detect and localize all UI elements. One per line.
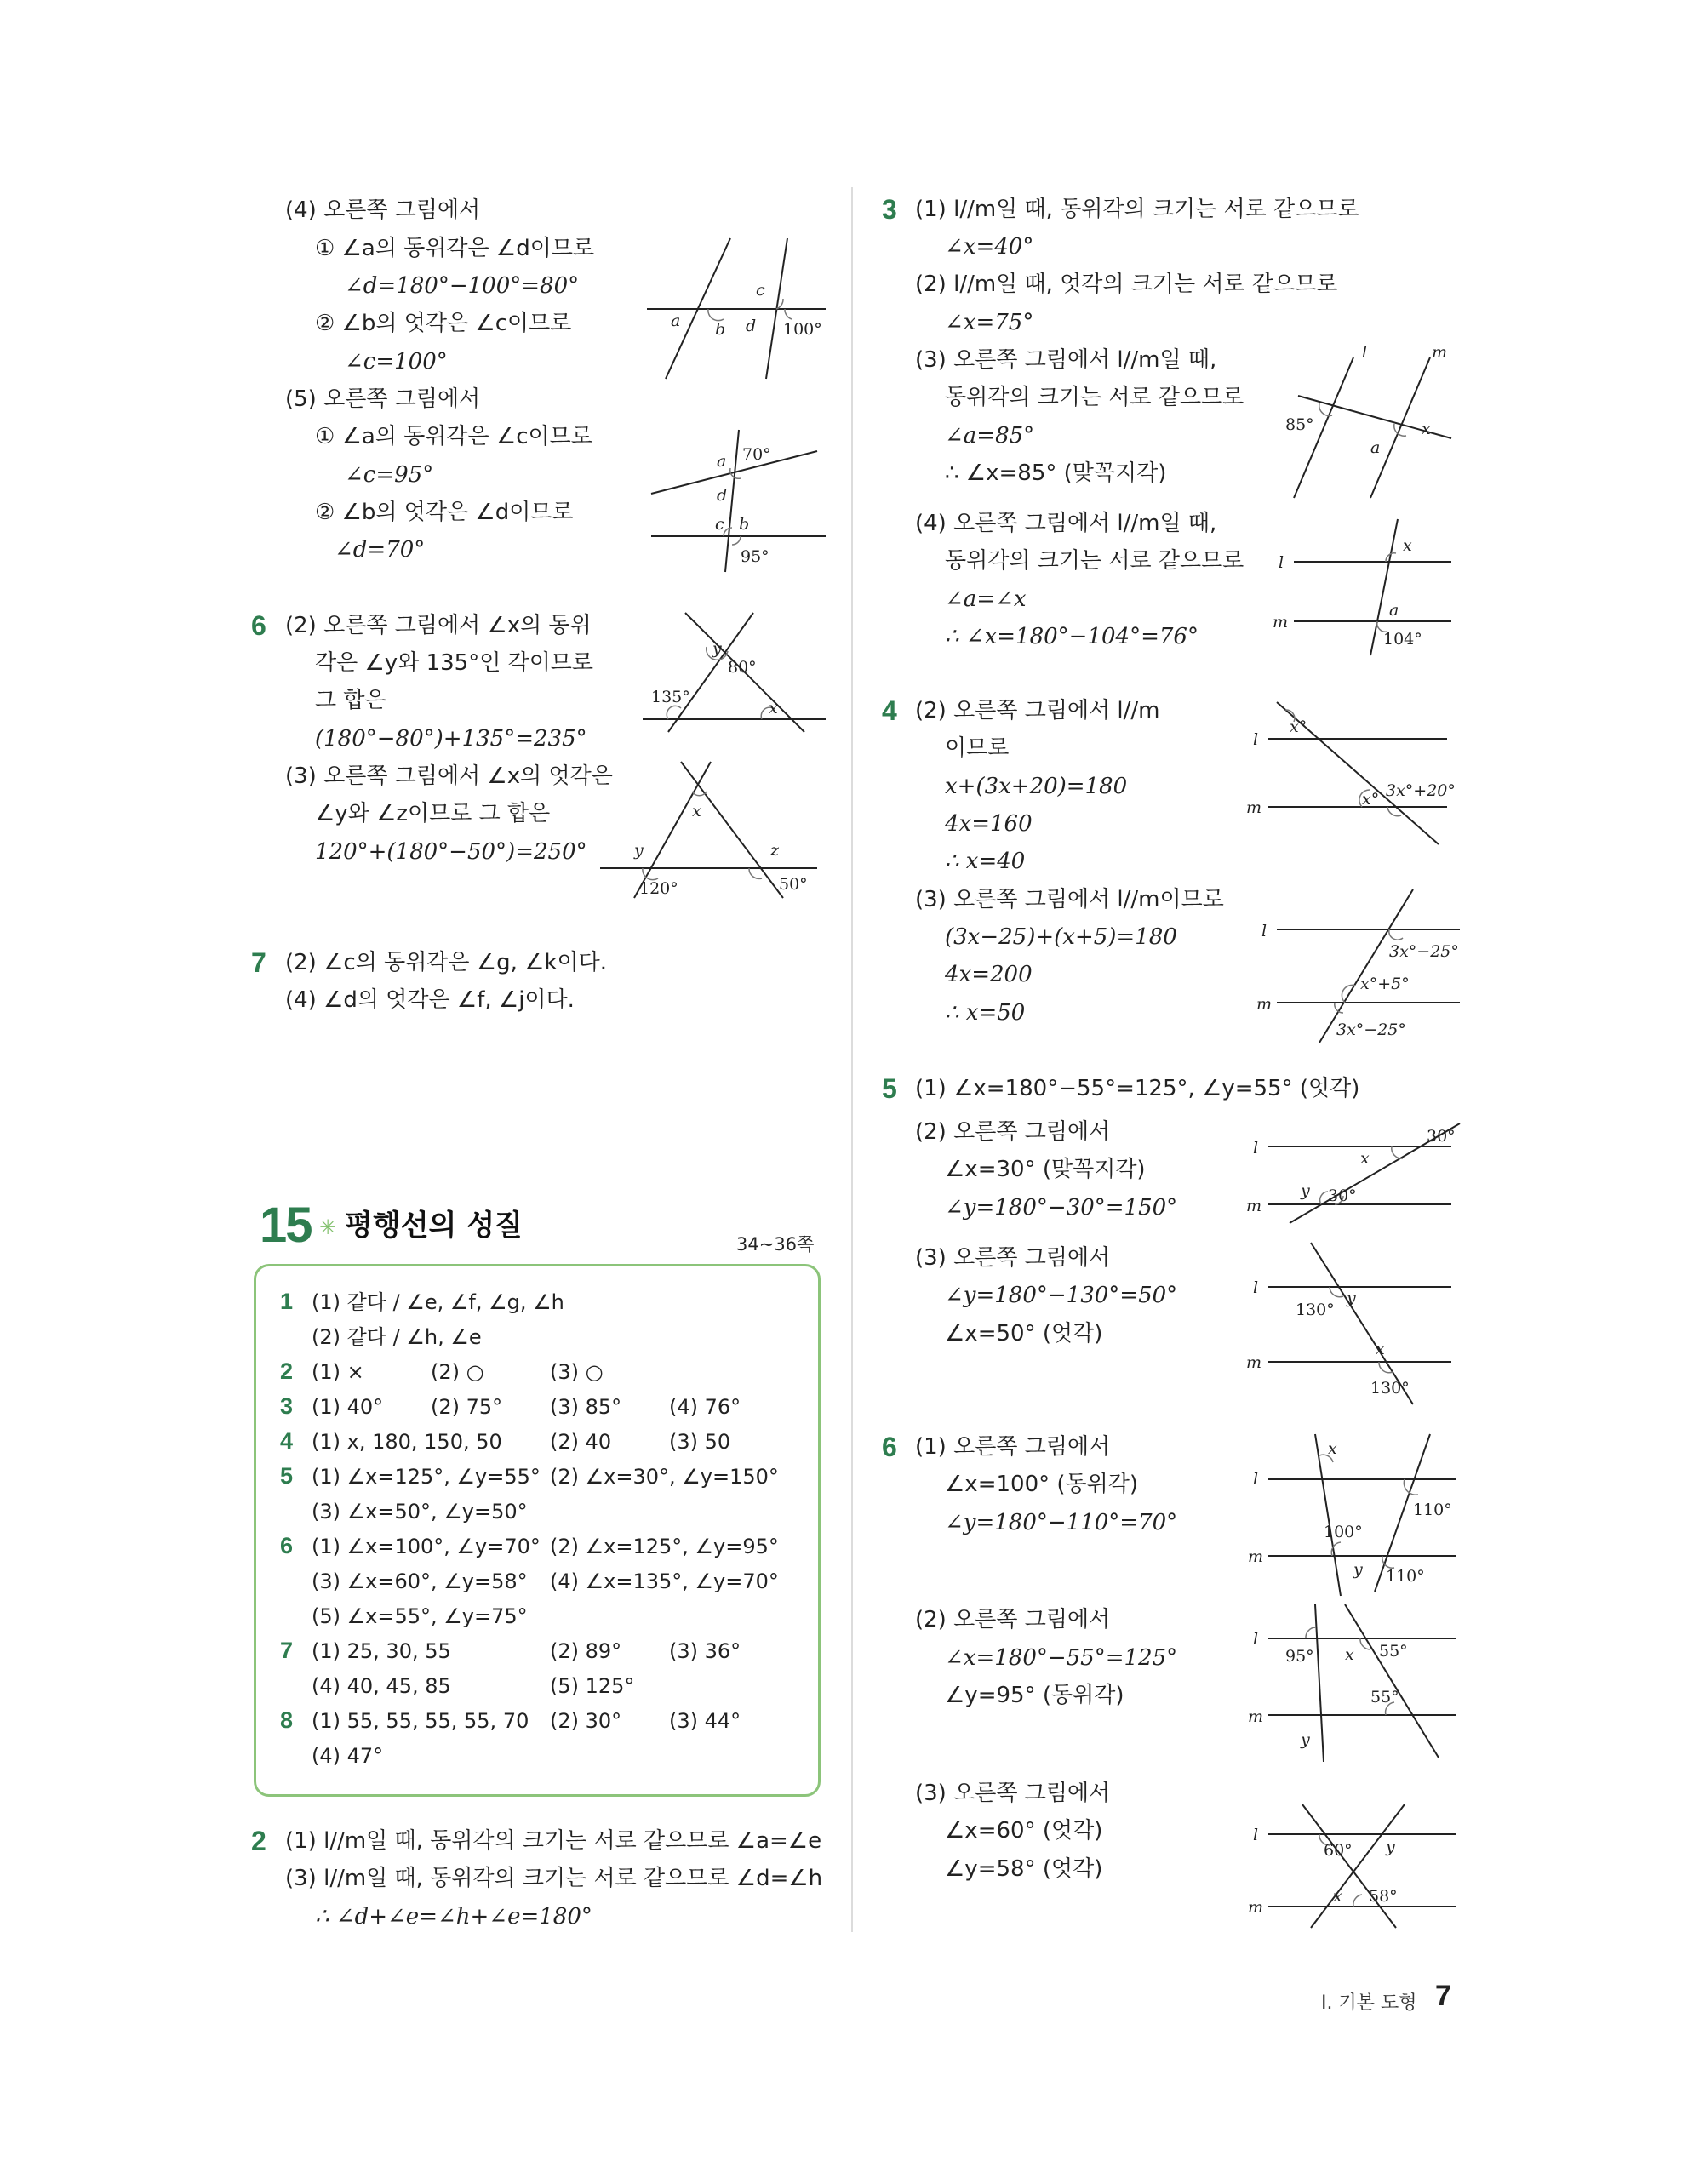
q6-line4: (180°−80°)+135°=235°	[315, 726, 587, 752]
box-row5-b: (2) 40	[550, 1430, 612, 1454]
q3-line11: ∠a=∠x	[945, 586, 1027, 612]
figure-q3-4	[1268, 515, 1464, 660]
box-num-7: 7	[280, 1638, 294, 1663]
f1-angle: 100°	[783, 320, 822, 339]
q6r-line2: ∠x=100° (동위각)	[945, 1472, 1139, 1497]
f9-angle2: 30°	[1328, 1186, 1357, 1205]
box-row13-c: (3) 44°	[669, 1709, 741, 1733]
q3-line7: ∠a=85°	[945, 423, 1035, 449]
f9-angle1: 30°	[1427, 1127, 1456, 1146]
f2-label-a: a	[717, 452, 727, 471]
box-row1-a: (1) 같다 / ∠e, ∠f, ∠g, ∠h	[312, 1290, 564, 1314]
q6r-line3: ∠y=180°−110°=70°	[945, 1510, 1178, 1535]
box-row4-b: (2) 75°	[431, 1395, 503, 1419]
box-row13-b: (2) 30°	[550, 1709, 622, 1733]
box-row12-b: (5) 125°	[550, 1674, 635, 1698]
f2-label-b: b	[739, 515, 750, 534]
figure-q6-3	[600, 762, 821, 915]
f1-label-a: a	[671, 312, 681, 330]
q2-line3: ∴ ∠d+∠e=∠h+∠e=180°	[315, 1904, 592, 1930]
q7-line1: (2) ∠c의 동위각은 ∠g, ∠k이다.	[285, 950, 608, 975]
q4-line1: (2) 오른쪽 그림에서 l//m	[915, 698, 1160, 723]
q5-line4: ∠y=180°−30°=150°	[945, 1195, 1178, 1221]
figure-q4-3	[1251, 885, 1473, 1047]
f4-label-z: z	[770, 841, 780, 860]
f13-angle2: 58°	[1369, 1887, 1398, 1906]
q4-line2: 이므로	[945, 735, 1010, 761]
section-title: 평행선의 성질	[345, 1209, 523, 1243]
f13-label-y: y	[1386, 1838, 1395, 1856]
p4-line1: ① ∠a의 동위각은 ∠d이므로	[315, 236, 595, 261]
p4-line4: ∠c=100°	[345, 349, 448, 374]
q6r-line9: ∠y=58° (엇각)	[945, 1856, 1103, 1882]
p4-head: (4) 오른쪽 그림에서	[285, 197, 481, 223]
q5-line3: ∠x=30° (맞꼭지각)	[945, 1157, 1146, 1182]
f7-label-m: m	[1246, 798, 1262, 817]
q6-line5: (3) 오른쪽 그림에서 ∠x의 엇각은	[285, 763, 613, 789]
q6r-line1: (1) 오른쪽 그림에서	[915, 1434, 1111, 1460]
q6-number: 6	[251, 610, 266, 641]
f9-label-y: y	[1301, 1181, 1310, 1200]
q4-number: 4	[882, 695, 897, 726]
box-row10-a: (5) ∠x=55°, ∠y=75°	[312, 1604, 528, 1628]
q4-line8: 4x=200	[945, 962, 1033, 987]
f6-angle: 104°	[1383, 630, 1422, 649]
figure-q4-2	[1243, 698, 1464, 851]
f12-label-y: y	[1301, 1730, 1310, 1749]
figure-p5-transversals	[647, 426, 834, 579]
f12-angle2: 55°	[1379, 1642, 1408, 1661]
f4-label-y: y	[634, 841, 644, 860]
f6-label-l: l	[1279, 553, 1284, 572]
p5-line4: ∠d=70°	[335, 537, 426, 563]
p5-line3: ② ∠b의 엇각은 ∠d이므로	[315, 500, 574, 525]
box-row7-a: (3) ∠x=50°, ∠y=50°	[312, 1500, 528, 1524]
box-row8-b: (2) ∠x=125°, ∠y=95°	[550, 1535, 779, 1558]
q4-line9: ∴ x=50	[945, 1000, 1026, 1026]
box-row5-c: (3) 50	[669, 1430, 731, 1454]
f2-angle2: 95°	[741, 547, 769, 566]
f4-angle2: 50°	[779, 875, 808, 894]
box-num-5: 5	[280, 1463, 294, 1489]
f12-label-x: x	[1345, 1645, 1354, 1664]
f12-label-m: m	[1248, 1707, 1264, 1726]
f10-label-y: y	[1347, 1289, 1356, 1307]
q7-number: 7	[251, 947, 266, 978]
box-row4-d: (4) 76°	[669, 1395, 741, 1419]
f8-label-m: m	[1256, 995, 1273, 1014]
q5-line7: ∠x=50° (엇각)	[945, 1321, 1103, 1346]
q6r-line6: ∠y=95° (동위각)	[945, 1683, 1124, 1708]
f7-top-angle: x°	[1290, 718, 1307, 736]
f5-label-l: l	[1362, 343, 1368, 362]
p5-head: (5) 오른쪽 그림에서	[285, 386, 481, 412]
f9-label-m: m	[1246, 1197, 1262, 1215]
f9-label-x: x	[1360, 1149, 1370, 1168]
f13-label-l: l	[1253, 1826, 1259, 1844]
box-num-8: 8	[280, 1707, 294, 1733]
f13-label-x: x	[1333, 1887, 1342, 1906]
q5-line6: ∠y=180°−130°=50°	[945, 1283, 1178, 1308]
f1-label-d: d	[746, 317, 757, 335]
q4-line6: (3) 오른쪽 그림에서 l//m이므로	[915, 887, 1224, 912]
q4-line3: x+(3x+20)=180	[945, 774, 1128, 799]
f1-label-b: b	[715, 320, 726, 339]
f3-angle2: 135°	[651, 688, 690, 706]
f8-angle3: 3x°−25°	[1336, 1021, 1406, 1039]
f1-label-c: c	[756, 281, 765, 300]
q3-number: 3	[882, 194, 897, 225]
f5-label-a: a	[1370, 438, 1381, 457]
f6-label-a: a	[1389, 601, 1399, 620]
figure-q6-3	[1243, 1779, 1473, 1932]
f10-label-m: m	[1246, 1353, 1262, 1372]
q4-line4: 4x=160	[945, 811, 1033, 837]
f11-angle3: 110°	[1386, 1567, 1425, 1586]
f7-mid-angle: x°	[1362, 790, 1380, 809]
q3-line3: (2) l//m일 때, 엇각의 크기는 서로 같으므로	[915, 272, 1338, 297]
q5-line1: (1) ∠x=180°−55°=125°, ∠y=55° (엇각)	[915, 1076, 1360, 1101]
q6r-line4: (2) 오른쪽 그림에서	[915, 1607, 1111, 1632]
f10-label-x: x	[1376, 1340, 1385, 1358]
q6-line3: 그 합은	[315, 688, 386, 713]
footer-chapter: I. 기본 도형	[1321, 1992, 1417, 2014]
q6-line6: ∠y와 ∠z이므로 그 합은	[315, 801, 551, 826]
f10-angle1: 130°	[1296, 1301, 1335, 1319]
q3-line5: (3) 오른쪽 그림에서 l//m일 때,	[915, 347, 1217, 373]
q3-line8: ∴ ∠x=85° (맞꼭지각)	[945, 460, 1167, 486]
box-row13-a: (1) 55, 55, 55, 55, 70	[312, 1709, 529, 1733]
q6-line1: (2) 오른쪽 그림에서 ∠x의 동위	[285, 613, 592, 638]
figure-q5-2	[1243, 1111, 1464, 1230]
box-row11-c: (3) 36°	[669, 1639, 741, 1663]
p4-line3: ② ∠b의 엇각은 ∠c이므로	[315, 311, 572, 336]
box-row2-a: (2) 같다 / ∠h, ∠e	[312, 1325, 482, 1349]
box-row12-a: (4) 40, 45, 85	[312, 1674, 451, 1698]
box-row6-b: (2) ∠x=30°, ∠y=150°	[550, 1465, 779, 1489]
figure-q6-1	[1243, 1430, 1473, 1600]
q2-line2: (3) l//m일 때, 동위각의 크기는 서로 같으므로 ∠d=∠h	[285, 1866, 823, 1891]
box-row5-a: (1) x, 180, 150, 50	[312, 1430, 502, 1454]
box-num-4: 4	[280, 1428, 294, 1454]
box-num-3: 3	[280, 1393, 294, 1419]
f13-angle1: 60°	[1324, 1841, 1353, 1860]
f3-label-x: x	[769, 699, 778, 718]
q6r-number: 6	[882, 1432, 897, 1462]
f11-label-y: y	[1353, 1560, 1363, 1579]
f2-angle1: 70°	[742, 445, 771, 464]
f12-angle3: 55°	[1370, 1688, 1399, 1707]
box-row14-a: (4) 47°	[312, 1744, 384, 1768]
f6-label-m: m	[1273, 613, 1289, 632]
q4-line7: (3x−25)+(x+5)=180	[945, 924, 1177, 950]
f11-angle1: 100°	[1324, 1523, 1363, 1541]
f7-angle: 3x°+20°	[1386, 781, 1456, 800]
f5-label-m: m	[1432, 343, 1448, 362]
f11-label-m: m	[1248, 1547, 1264, 1566]
f7-label-l: l	[1253, 730, 1259, 749]
q6r-line7: (3) 오른쪽 그림에서	[915, 1781, 1111, 1806]
f12-angle1: 95°	[1285, 1647, 1314, 1666]
box-row8-a: (1) ∠x=100°, ∠y=70°	[312, 1535, 541, 1558]
answer-summary-box	[254, 1264, 821, 1797]
box-num-1: 1	[280, 1289, 294, 1314]
f3-label-y: y	[712, 639, 722, 658]
f11-label-x: x	[1328, 1439, 1337, 1458]
box-num-2: 2	[280, 1358, 294, 1384]
q3-line1: (1) l//m일 때, 동위각의 크기는 서로 같으므로	[915, 197, 1359, 222]
f2-label-c: c	[715, 515, 724, 534]
p4-line2: ∠d=180°−100°=80°	[345, 273, 580, 299]
f3-angle1: 80°	[728, 658, 757, 677]
f2-label-d: d	[717, 486, 728, 505]
q7-line2: (4) ∠d의 엇각은 ∠f, ∠j이다.	[285, 987, 575, 1013]
f11-label-l: l	[1253, 1470, 1259, 1489]
q6r-line8: ∠x=60° (엇각)	[945, 1818, 1103, 1844]
p5-line1: ① ∠a의 동위각은 ∠c이므로	[315, 424, 592, 449]
q6-line7: 120°+(180°−50°)=250°	[315, 839, 587, 865]
f5-label-x: x	[1422, 420, 1431, 438]
box-row9-a: (3) ∠x=60°, ∠y=58°	[312, 1569, 528, 1593]
box-num-6: 6	[280, 1533, 294, 1558]
f10-angle2: 130°	[1370, 1379, 1410, 1398]
f6-label-x: x	[1403, 536, 1412, 555]
q2-number: 2	[251, 1826, 266, 1856]
box-row11-a: (1) 25, 30, 55	[312, 1639, 451, 1663]
f8-angle2: x°+5°	[1360, 975, 1410, 993]
q2-line1: (1) l//m일 때, 동위각의 크기는 서로 같으므로 ∠a=∠e	[285, 1828, 822, 1854]
q3-line2: ∠x=40°	[945, 234, 1034, 260]
f8-angle1: 3x°−25°	[1389, 942, 1459, 961]
f11-angle2: 110°	[1413, 1501, 1452, 1519]
figure-q6-2	[643, 613, 838, 732]
box-row3-b: (2) ○	[431, 1360, 484, 1384]
f4-angle1: 120°	[639, 879, 678, 898]
q6r-line5: ∠x=180°−55°=125°	[945, 1645, 1178, 1671]
section-star-icon: ✳	[319, 1215, 337, 1239]
column-divider	[851, 187, 853, 1932]
box-row9-b: (4) ∠x=135°, ∠y=70°	[550, 1569, 779, 1593]
f12-label-l: l	[1253, 1630, 1259, 1649]
box-row4-c: (3) 85°	[550, 1395, 622, 1419]
f9-label-l: l	[1253, 1139, 1259, 1158]
section-number: 15	[260, 1198, 312, 1253]
footer-page-number: 7	[1435, 1980, 1451, 2012]
q5-number: 5	[882, 1073, 897, 1104]
box-row3-a: (1) ×	[312, 1360, 364, 1384]
figure-p4-transversals	[647, 234, 834, 387]
f5-angle: 85°	[1285, 415, 1314, 434]
figure-q5-3	[1243, 1238, 1464, 1409]
section-pages: 34~36쪽	[736, 1234, 815, 1255]
q3-line4: ∠x=75°	[945, 310, 1034, 335]
f8-label-l: l	[1262, 922, 1267, 940]
q5-line2: (2) 오른쪽 그림에서	[915, 1119, 1111, 1145]
figure-q3-3	[1285, 340, 1456, 502]
box-row4-a: (1) 40°	[312, 1395, 384, 1419]
q3-line12: ∴ ∠x=180°−104°=76°	[945, 624, 1199, 649]
box-row11-b: (2) 89°	[550, 1639, 622, 1663]
f10-label-l: l	[1253, 1278, 1259, 1297]
box-row6-a: (1) ∠x=125°, ∠y=55°	[312, 1465, 541, 1489]
q4-line5: ∴ x=40	[945, 849, 1026, 874]
p5-line2: ∠c=95°	[345, 462, 434, 488]
f13-label-m: m	[1248, 1898, 1264, 1917]
f4-label-x: x	[692, 802, 701, 820]
figure-q6-2	[1243, 1600, 1473, 1770]
q6-line2: 각은 ∠y와 135°인 각이므로	[315, 650, 594, 676]
q3-line6: 동위각의 크기는 서로 같으므로	[945, 385, 1244, 410]
q3-line10: 동위각의 크기는 서로 같으므로	[945, 548, 1244, 574]
box-row3-c: (3) ○	[550, 1360, 604, 1384]
q5-line5: (3) 오른쪽 그림에서	[915, 1245, 1111, 1271]
q3-line9: (4) 오른쪽 그림에서 l//m일 때,	[915, 511, 1217, 536]
